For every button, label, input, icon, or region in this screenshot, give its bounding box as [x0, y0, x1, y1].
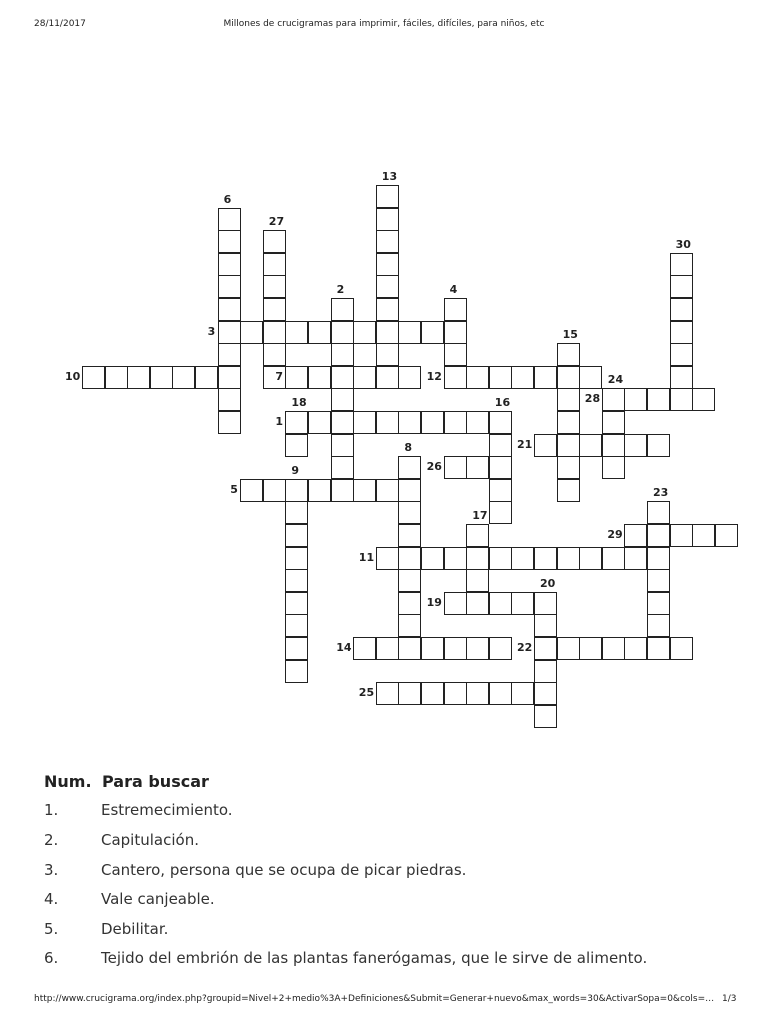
crossword-cell	[218, 298, 241, 321]
crossword-cell	[557, 434, 580, 457]
crossword-cell	[331, 298, 354, 321]
word-number-29: 29	[607, 528, 623, 541]
clue-item	[44, 801, 233, 819]
crossword-cell	[444, 321, 467, 344]
crossword-cell	[308, 411, 331, 434]
crossword-cell	[218, 275, 241, 298]
crossword-cell	[353, 479, 376, 502]
crossword-cell	[489, 434, 512, 457]
crossword-cell	[511, 682, 534, 705]
crossword-cell	[534, 592, 557, 615]
crossword-cell	[602, 547, 625, 570]
crossword-cell	[647, 614, 670, 637]
word-number-12: 12	[426, 369, 442, 383]
crossword-cell	[308, 321, 331, 344]
crossword-cell	[331, 456, 354, 479]
crossword-cell	[647, 569, 670, 592]
crossword-cell	[534, 682, 557, 705]
word-number-28: 28	[584, 392, 601, 406]
crossword-cell	[579, 366, 602, 389]
clue-number: 6.	[44, 949, 59, 967]
crossword-cell	[398, 682, 421, 705]
crossword-cell	[82, 366, 105, 389]
word-number-14: 14	[336, 641, 352, 654]
crossword-cell	[398, 501, 421, 524]
crossword-cell	[263, 230, 286, 253]
crossword-cell	[376, 230, 399, 253]
crossword-cell	[376, 208, 399, 231]
word-number-4: 4	[449, 283, 458, 296]
crossword-cell	[263, 321, 286, 344]
crossword-cell	[647, 637, 670, 660]
crossword-cell	[353, 411, 376, 434]
crossword-cell	[466, 682, 489, 705]
word-number-9: 9	[291, 463, 300, 477]
page-title: Millones de crucigramas para imprimir, fáciles, difíciles, para niños, etc	[223, 19, 545, 29]
crossword-cell	[331, 343, 354, 366]
crossword-cell	[285, 592, 308, 615]
word-number-8: 8	[404, 441, 413, 455]
crossword-cell	[331, 366, 354, 389]
clue-text: Cantero, persona que se ocupa de picar piedras.	[101, 861, 467, 879]
crossword-cell	[466, 547, 489, 570]
crossword-cell	[331, 321, 354, 344]
crossword-cell	[421, 547, 444, 570]
crossword-cell	[557, 343, 580, 366]
crossword-cell	[172, 366, 195, 389]
crossword-cell	[331, 434, 354, 457]
crossword-cell	[534, 614, 557, 637]
crossword-cell	[421, 411, 444, 434]
crossword-cell	[331, 388, 354, 411]
word-number-6: 6	[223, 192, 232, 206]
crossword-cell	[511, 547, 534, 570]
crossword-cell	[398, 321, 421, 344]
clue-item	[44, 890, 215, 908]
clues-header-label: Para buscar	[102, 772, 209, 791]
clues-header-num: Num.	[44, 772, 92, 791]
crossword-cell	[263, 479, 286, 502]
crossword-cell	[308, 479, 331, 502]
crossword-cell	[670, 321, 693, 344]
word-number-5: 5	[230, 482, 238, 496]
crossword-cell	[444, 682, 467, 705]
crossword-cell	[218, 208, 241, 231]
crossword-cell	[466, 456, 489, 479]
crossword-cell	[715, 524, 738, 547]
crossword-cell	[489, 411, 512, 434]
word-number-19: 19	[426, 595, 442, 609]
crossword-cell	[285, 434, 308, 457]
clue-text: Vale canjeable.	[101, 890, 215, 908]
word-number-20: 20	[540, 576, 556, 590]
crossword-cell	[240, 321, 263, 344]
word-number-25: 25	[358, 686, 375, 700]
crossword-cell	[398, 592, 421, 615]
crossword-cell	[534, 434, 557, 457]
clue-item	[44, 831, 199, 849]
crossword-cell	[534, 547, 557, 570]
crossword-cell	[195, 366, 218, 389]
crossword-cell	[444, 411, 467, 434]
crossword-cell	[670, 637, 693, 660]
crossword-cell	[489, 501, 512, 524]
clue-item	[44, 949, 647, 967]
print-date: 28/11/2017	[34, 19, 86, 29]
crossword-cell	[692, 524, 715, 547]
crossword-cell	[398, 637, 421, 660]
crossword-cell	[421, 321, 444, 344]
crossword-cell	[285, 366, 308, 389]
crossword-cell	[376, 343, 399, 366]
crossword-cell	[534, 705, 557, 728]
crossword-cell	[376, 321, 399, 344]
crossword-cell	[308, 366, 331, 389]
crossword-cell	[285, 524, 308, 547]
word-number-30: 30	[675, 237, 691, 251]
crossword-cell	[263, 275, 286, 298]
word-number-13: 13	[381, 170, 398, 183]
word-number-24: 24	[607, 373, 624, 387]
crossword-cell	[579, 637, 602, 660]
crossword-cell	[602, 637, 625, 660]
word-number-22: 22	[517, 641, 533, 654]
crossword-cell	[466, 524, 489, 547]
crossword-cell	[624, 434, 647, 457]
crossword-cell	[376, 479, 399, 502]
crossword-cell	[285, 501, 308, 524]
crossword-cell	[489, 456, 512, 479]
word-number-18: 18	[291, 396, 307, 409]
crossword-cell	[331, 411, 354, 434]
crossword-cell	[557, 547, 580, 570]
crossword-cell	[240, 479, 263, 502]
crossword-cell	[421, 682, 444, 705]
crossword-cell	[444, 366, 467, 389]
clue-text: Capitulación.	[101, 831, 199, 849]
crossword-cell	[534, 366, 557, 389]
page-number: 1/3	[722, 994, 737, 1004]
crossword-cell	[218, 343, 241, 366]
crossword-cell	[285, 547, 308, 570]
clue-number: 5.	[44, 920, 59, 938]
crossword-cell	[624, 637, 647, 660]
clue-item	[44, 920, 168, 938]
crossword-cell	[218, 388, 241, 411]
crossword-cell	[466, 569, 489, 592]
crossword-cell	[557, 479, 580, 502]
crossword-cell	[692, 388, 715, 411]
crossword-cell	[602, 434, 625, 457]
crossword-cell	[398, 614, 421, 637]
crossword-cell	[534, 637, 557, 660]
crossword-cell	[534, 660, 557, 683]
crossword-cell	[398, 456, 421, 479]
crossword-cell	[444, 343, 467, 366]
word-number-26: 26	[426, 460, 442, 474]
crossword-cell	[376, 366, 399, 389]
footer-url: http://www.crucigrama.org/index.php?groupid=Nivel+2+medio%3A+Definiciones&Submit=Generar+nuevo&max_words=30&ActivarSopa=0&cols=…	[34, 994, 714, 1004]
word-number-11: 11	[358, 550, 375, 564]
word-number-21: 21	[517, 437, 533, 451]
crossword-cell	[218, 411, 241, 434]
crossword-cell	[353, 637, 376, 660]
word-number-27: 27	[268, 215, 285, 229]
crossword-cell	[105, 366, 128, 389]
crossword-cell	[331, 479, 354, 502]
crossword-cell	[398, 547, 421, 570]
crossword-cell	[647, 388, 670, 411]
crossword-cell	[557, 411, 580, 434]
crossword-cell	[489, 637, 512, 660]
clue-number: 1.	[44, 801, 59, 819]
crossword-cell	[376, 275, 399, 298]
crossword-cell	[511, 592, 534, 615]
crossword-cell	[127, 366, 150, 389]
word-number-17: 17	[472, 509, 488, 522]
word-number-1: 1	[275, 415, 284, 428]
crossword-cell	[489, 479, 512, 502]
crossword-cell	[376, 411, 399, 434]
crossword-cell	[398, 479, 421, 502]
crossword-cell	[670, 275, 693, 298]
word-number-16: 16	[494, 396, 511, 409]
crossword-cell	[602, 456, 625, 479]
crossword-cell	[263, 298, 286, 321]
crossword-cell	[285, 637, 308, 660]
word-number-3: 3	[207, 324, 216, 338]
crossword-cell	[579, 434, 602, 457]
crossword-cell	[602, 388, 625, 411]
crossword-cell	[444, 637, 467, 660]
clue-number: 4.	[44, 890, 59, 908]
word-number-10: 10	[65, 369, 81, 383]
crossword-cell	[398, 569, 421, 592]
crossword-cell	[557, 637, 580, 660]
clue-number: 2.	[44, 831, 59, 849]
crossword-cell	[624, 388, 647, 411]
crossword-cell	[624, 524, 647, 547]
crossword-cell	[376, 682, 399, 705]
crossword-cell	[285, 660, 308, 683]
crossword-cell	[218, 230, 241, 253]
word-number-15: 15	[562, 328, 578, 342]
clue-text: Estremecimiento.	[101, 801, 233, 819]
crossword-cell	[218, 321, 241, 344]
word-number-23: 23	[653, 486, 669, 500]
word-number-7: 7	[275, 369, 284, 383]
crossword-cell	[670, 343, 693, 366]
crossword-cell	[285, 569, 308, 592]
crossword-cell	[557, 388, 580, 411]
crossword-cell	[444, 547, 467, 570]
clue-text: Debilitar.	[101, 920, 169, 938]
crossword-cell	[150, 366, 173, 389]
crossword-cell	[579, 547, 602, 570]
crossword-cell	[421, 637, 444, 660]
crossword-cell	[353, 321, 376, 344]
crossword-cell	[466, 637, 489, 660]
crossword-cell	[670, 388, 693, 411]
crossword-cell	[557, 456, 580, 479]
crossword-cell	[624, 547, 647, 570]
crossword-cell	[398, 524, 421, 547]
crossword-cell	[285, 479, 308, 502]
crossword-cell	[218, 366, 241, 389]
crossword-cell	[263, 343, 286, 366]
crossword-cell	[466, 411, 489, 434]
crossword-cell	[285, 614, 308, 637]
crossword-cell	[398, 366, 421, 389]
clue-text: Tejido del embrión de las plantas fanerógamas, que le sirve de alimento.	[101, 949, 648, 967]
word-number-2: 2	[336, 283, 345, 296]
crossword-cell	[376, 185, 399, 208]
crossword-cell	[511, 366, 534, 389]
crossword-cell	[263, 253, 286, 276]
crossword-cell	[602, 411, 625, 434]
crossword-cell	[489, 547, 512, 570]
crossword-cell	[466, 366, 489, 389]
crossword-cell	[218, 253, 241, 276]
crossword-cell	[444, 456, 467, 479]
crossword-cell	[647, 592, 670, 615]
crossword-cell	[489, 366, 512, 389]
clue-number: 3.	[44, 861, 59, 879]
crossword-cell	[670, 366, 693, 389]
crossword-cell	[376, 253, 399, 276]
crossword-cell	[647, 434, 670, 457]
crossword-cell	[647, 524, 670, 547]
crossword-cell	[353, 366, 376, 389]
crossword-cell	[489, 592, 512, 615]
crossword-cell	[670, 298, 693, 321]
crossword-cell	[489, 682, 512, 705]
crossword-cell	[670, 524, 693, 547]
crossword-cell	[444, 592, 467, 615]
crossword-cell	[285, 411, 308, 434]
crossword-cell	[557, 366, 580, 389]
crossword-cell	[398, 411, 421, 434]
crossword-cell	[376, 298, 399, 321]
crossword-cell	[670, 253, 693, 276]
crossword-cell	[285, 321, 308, 344]
crossword-cell	[376, 547, 399, 570]
crossword-cell	[376, 637, 399, 660]
crossword-cell	[647, 501, 670, 524]
clue-item	[44, 861, 466, 879]
clues-header	[44, 772, 209, 791]
crossword-cell	[466, 592, 489, 615]
crossword-cell	[444, 298, 467, 321]
crossword-cell	[647, 547, 670, 570]
